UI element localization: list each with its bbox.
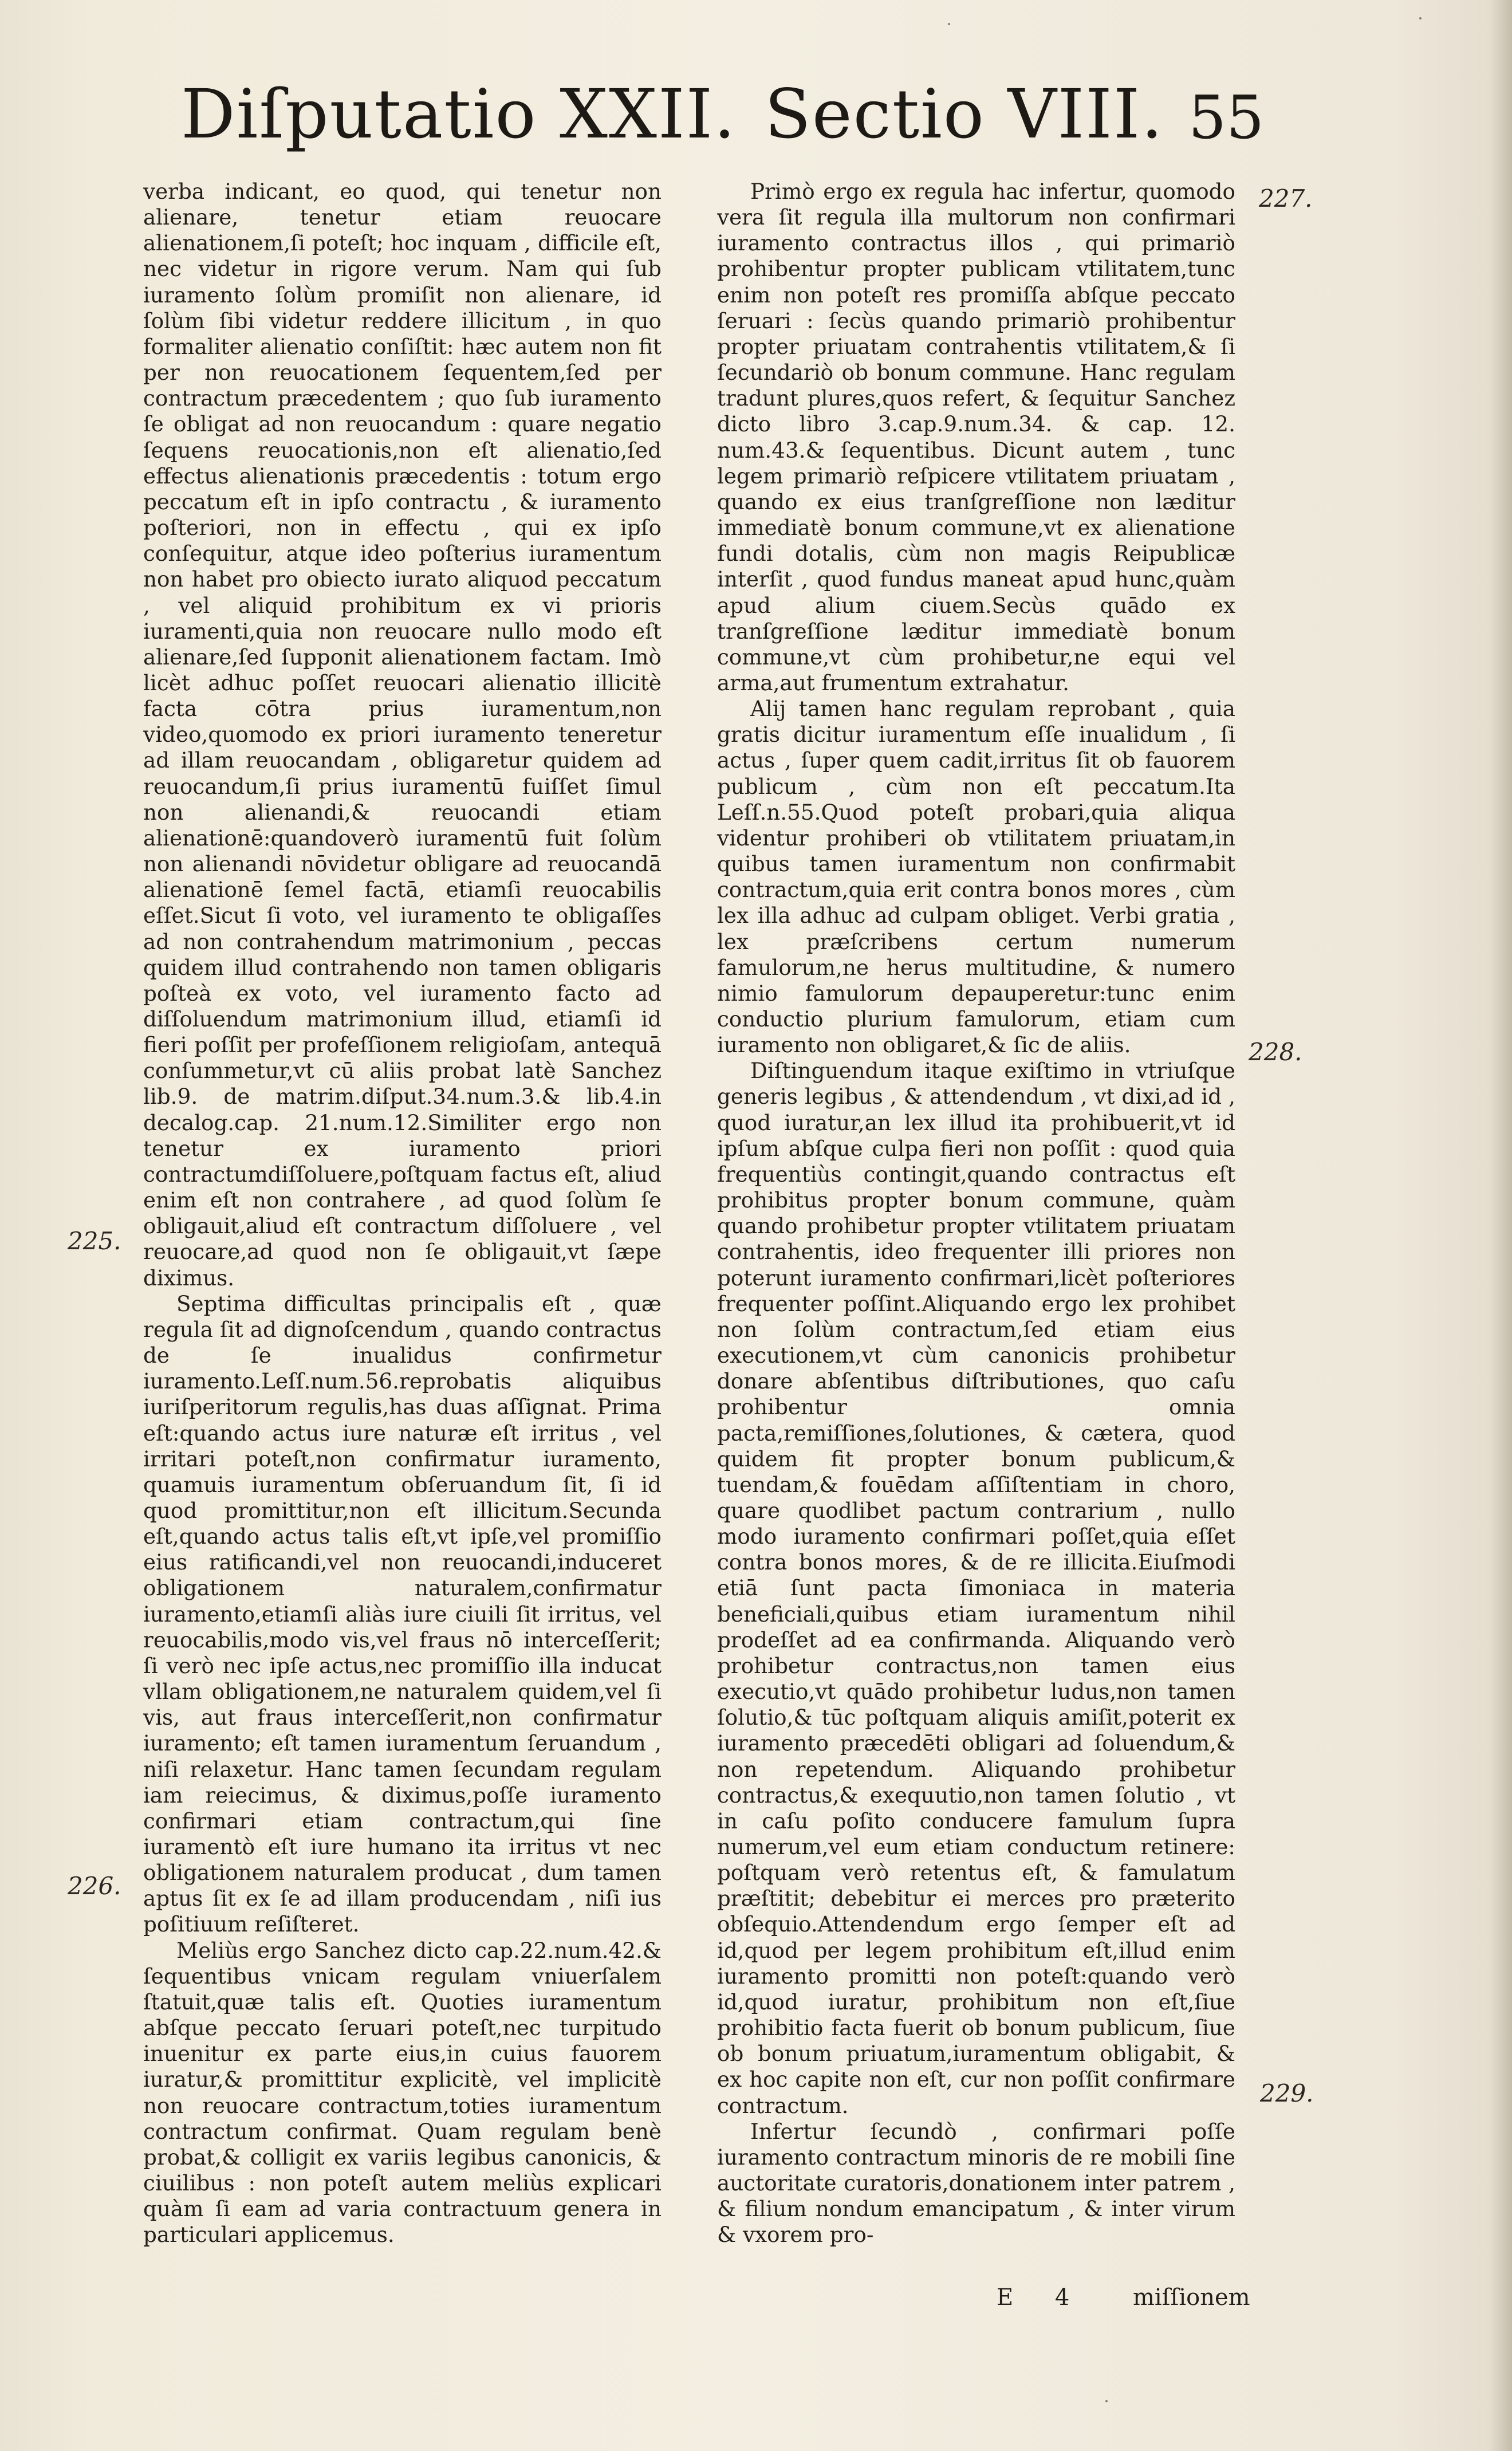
right-paragraph-4: Infertur ſecundò , confirmari poſſe iuramento contractum minoris de re mobili ſine auctoritate curatoris,donationem inter patrem , & filium nondum emancipatum , & inter virum & vxorem pro- xyxy=(717,2118,1235,2248)
paper-speck xyxy=(948,23,950,25)
paper-speck xyxy=(1105,2400,1108,2402)
right-paragraph-1: Primò ergo ex regula hac infertur, quomodo vera ſit regula illa multorum non confirmari iuramento contractus illos , qui primariò prohibentur propter publicam vtilitatem,tunc enim non poteſt res promiſſa abſque peccato ſeruari : ſecùs quando primariò prohibentur propter priuatam contrahentis vtilitatem,& ſi ſecundariò ob bonum commune. Hanc regulam tradunt plures,quos refert, & ſequitur Sanchez dicto libro 3.cap.9.num.34. & cap. 12. num.43.& ſequentibus. Dicunt autem , tunc legem primariò reſpicere vtilitatem priuatam , quando ex eius tranſgreſſione non læditur immediatè bonum commune,vt ex alienatione fundi dotalis, cùm non magis Reipublicæ interſit , quod fundus maneat apud hunc,quàm apud alium ciuem.Secùs quādo ex tranſgreſſione læditur immediatè bonum commune,vt cùm prohibetur,ne equi vel arma,aut frumentum extrahatur. xyxy=(717,179,1235,695)
right-paragraph-3: Diſtinguendum itaque exiſtimo in vtriuſque generis legibus , & attendendum , vt dixi,ad id , quod iuratur,an lex illud ita prohibuerit,vt id ipſum abſque culpa fieri non poſſit : quod quia frequentiùs contingit,quando contractus eſt prohibitus propter bonum commune, quàm quando prohibetur propter vtilitatem priuatam contrahentis, ideo frequenter illi priores non poterunt iuramento confirmari,licèt poſteriores frequenter poſſint.Aliquando ergo lex prohibet non ſolùm contractum,ſed etiam eius executionem,vt cùm canonicis prohibetur donare abſentibus diſtributiones, quo caſu prohibentur omnia pacta,remiſſiones,ſolutiones, & cætera, quod quidem fit propter bonum publicum,& tuendam,& fouēdam aſſiſtentiam in choro, quare quodlibet pactum contrarium , nullo modo iuramento confirmari poſſet,quia eſſet contra bonos mores, & de re illicita.Eiuſmodi etiā ſunt pacta ſimoniaca in materia beneficiali,quibus etiam iuramentum nihil prodeſſet ad ea confirmanda. Aliquando verò prohibetur contractus,non tamen eius executio,vt quādo prohibetur ludus,non tamen ſolutio,& tūc poſtquam aliquis amiſit,poterit ex iuramento præcedēti obligari ad ſoluendum,& non repetendum. Aliquando prohibetur contractus,& exequutio,non tamen ſolutio , vt in caſu poſito conducere famulum ſupra numerum,vel eum etiam conductum retinere: poſtquam verò retentus eſt, & famulatum præſtitit; debebitur ei merces pro præterito obſequio.Attendendum ergo ſemper eſt ad id,quod per legem prohibitum eſt,illud enim iuramento promitti non poteſt:quando verò id,quod iuratur, prohibitum non eſt,ſiue prohibitio facta fuerit ob bonum publicum, ſiue ob bonum priuatum,iuramentum obligabit, & ex hoc capite non eſt, cur non poſſit confirmare contractum. xyxy=(717,1058,1235,2118)
right-paragraph-2: Alij tamen hanc regulam reprobant , quia gratis dicitur iuramentum eſſe inualidum , ſi actus , ſuper quem cadit,irritus ſit ob fauorem publicum , cùm non eſt peccatum.Ita Leſſ.n.55.Quod poteſt probari,quia aliqua videntur prohiberi ob vtilitatem priuatam,in quibus tamen iuramentum non confirmabit contractum,quia erit contra bonos mores , cùm lex illa adhuc ad culpam obliget. Verbi gratia , lex præſcribens certum numerum famulorum,ne herus multitudine, & numero nimio famulorum depauperetur:tunc enim conductio plurium famulorum, etiam cum iuramento non obligaret,& ſic de aliis. xyxy=(717,696,1235,1058)
margin-number-226: 226. xyxy=(68,1872,121,1900)
left-paragraph-1: verba indicant, eo quod, qui tenetur non alienare, tenetur etiam reuocare alienationem,ſi poteſt; hoc inquam , difficile eſt, nec videtur in rigore verum. Nam qui ſub iuramento ſolùm promiſit non alienare, id ſolùm ſibi videtur reddere illicitum , in quo formaliter alienatio conſiſtit: hæc autem non fit per non reuocationem ſequentem,ſed per contractum præcedentem ; quo ſub iuramento ſe obligat ad non reuocandum : quare negatio ſequens reuocationis,non eſt alienatio,ſed effectus alienationis præcedentis : totum ergo peccatum eſt in ipſo contractu , & iuramento poſteriori, non in effectu , qui ex ipſo conſequitur, atque ideo poſterius iuramentum non habet pro obiecto iurato aliquod peccatum , vel aliquid prohibitum ex vi prioris iuramenti,quia non reuocare nullo modo eſt alienare,ſed ſupponit alienationem factam. Imò licèt adhuc poſſet reuocari alienatio illicitè facta cōtra prius iuramentum,non video,quomodo ex priori iuramento teneretur ad illam reuocandam , obligaretur quidem ad reuocandum,ſi prius iuramentū fuiſſet ſimul non alienandi,& reuocandi etiam alienationē:quandoverò iuramentū fuit ſolùm non alienandi nōvidetur obligare ad reuocandā alienationē ſemel factā, etiamſi reuocabilis eſſet.Sicut ſi voto, vel iuramento te obligaſſes ad non contrahendum matrimonium , peccas quidem illud contrahendo non tamen obligaris poſteà ex voto, vel iuramento facto ad diſſoluendum matrimonium illud, etiamſi id fieri poſſit per profeſſionem religioſam, antequā conſummetur,vt cū aliis probat latè Sanchez lib.9. de matrim.diſput.34.num.3.& lib.4.in decalog.cap. 21.num.12.Similiter ergo non tenetur ex iuramento priori contractumdiſſoluere,poſtquam factus eſt, aliud enim eſt non contrahere , ad quod ſolùm ſe obligauit,aliud eſt contractum diſſoluere , vel reuocare,ad quod non ſe obligauit,vt ſæpe diximus. xyxy=(143,179,662,1291)
catchword: miſſionem xyxy=(1133,2284,1250,2311)
right-column xyxy=(717,179,1235,2248)
margin-number-225: 225. xyxy=(68,1227,121,1255)
margin-number-227: 227. xyxy=(1259,184,1313,213)
running-head xyxy=(0,74,1512,178)
margin-number-228: 228. xyxy=(1249,1038,1302,1066)
left-paragraph-3: Meliùs ergo Sanchez dicto cap.22.num.42.& ſequentibus vnicam regulam vniuerſalem ſtatuit,quæ talis eſt. Quoties iuramentum abſque peccato ſeruari poteſt,nec turpitudo inuenitur ex parte eius,in cuius fauorem iuratur,& promittitur explicitè, vel implicitè non reuocare contractum,toties iuramentum contractum confirmat. Quam regulam benè probat,& colligit ex variis legibus canonicis, & ciuilibus : non poteſt autem meliùs explicari quàm ſi eam ad varia contractuum genera in particulari applicemus. xyxy=(143,1937,662,2248)
paper-speck xyxy=(1419,17,1422,19)
margin-number-229: 229. xyxy=(1260,2079,1314,2107)
page-number: 55 xyxy=(1188,82,1265,152)
printer-signature: E 4 xyxy=(997,2284,1087,2311)
left-paragraph-2: Septima difficultas principalis eſt , quæ regula ſit ad dignoſcendum , quando contractus de ſe inualidus confirmetur iuramento.Leſſ.num.56.reprobatis aliquibus iuriſperitorum regulis,has duas aſſignat. Prima eſt:quando actus iure naturæ eſt irritus , vel irritari poteſt,non confirmatur iuramento, quamuis iuramentum obſeruandum ſit, ſi id quod promittitur,non eſt illicitum.Secunda eſt,quando actus talis eſt,vt ipſe,vel promiſſio eius ratificandi,vel non reuocandi,induceret obligationem naturalem,confirmatur iuramento,etiamſi aliàs iure ciuili ſit irritus, vel reuocabilis,modo vis,vel fraus nō interceſſerit; ſi verò nec ipſe actus,nec promiſſio illa inducat vllam obligationem,ne naturalem quidem,vel ſi vis, aut fraus interceſſerit,non confirmatur iuramento; eſt tamen iuramentum ſeruandum , niſi relaxetur. Hanc tamen ſecundam regulam iam reiecimus, & diximus,poſſe iuramento confirmari etiam contractum,qui ſine iuramentò eſt iure humano ita irritus vt nec obligationem naturalem producat , dum tamen aptus ſit ex ſe ad illam producendam , niſi ius poſitiuum reſiſteret. xyxy=(143,1291,662,1937)
left-column xyxy=(143,179,662,2248)
running-head-disputatio: Diſputatio XXII. xyxy=(181,74,737,154)
running-head-sectio: Sectio VIII. xyxy=(765,74,1164,154)
